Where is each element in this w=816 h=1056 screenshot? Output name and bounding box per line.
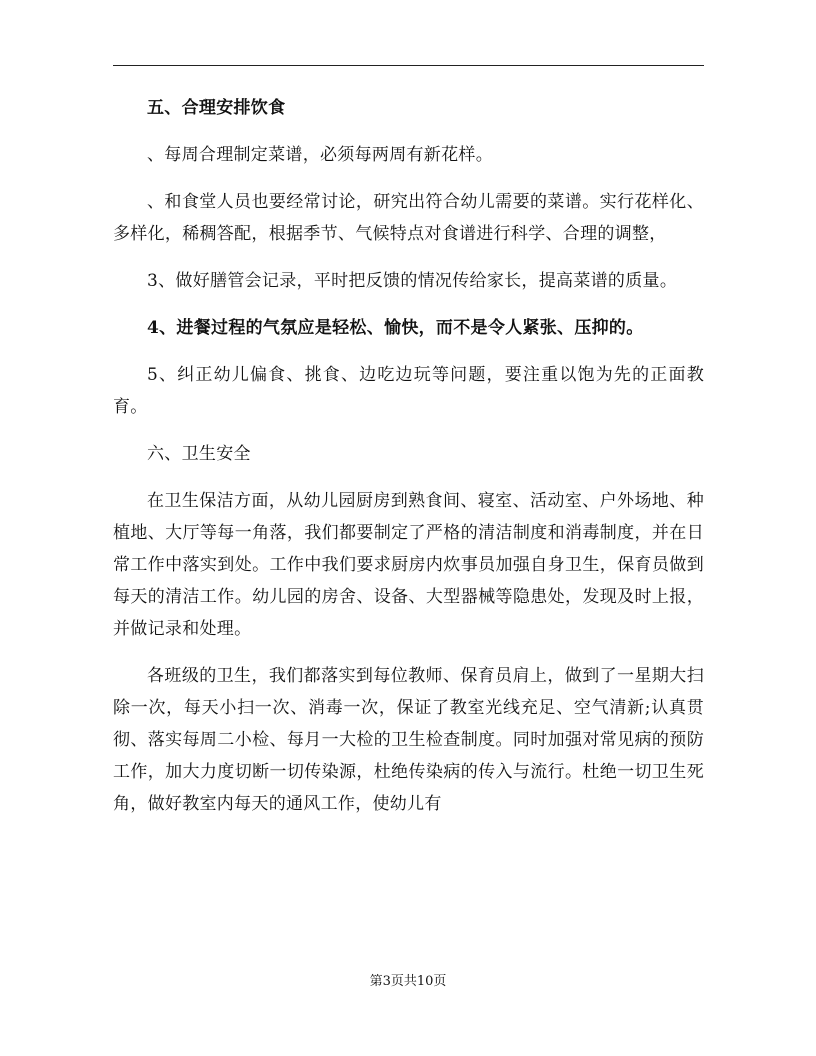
- section-heading-hygiene: 六、卫生安全: [147, 444, 251, 464]
- paragraph-dining-atmosphere: 4、进餐过程的气氛应是轻松、愉快，而不是令人紧张、压抑的。: [147, 318, 644, 338]
- paragraph-cleaning: 在卫生保洁方面，从幼儿园厨房到熟食间、寝室、活动室、户外场地、种植地、大厅等每一角落，我们都要制定了严格的清洁制度和消毒制度，并在日常工作中落实到处。工作中我们要求厨房内炊事员加强自身卫生，保育员做到每天的清洁工作。幼儿园的房舍、设备、大型器械等隐患处，发现及时上报，并做记录和处理。: [113, 491, 704, 639]
- paragraph-menu-weekly: 、每周合理制定菜谱，必须每两周有新花样。: [147, 145, 493, 165]
- page-footer: 第3页共10页: [369, 974, 447, 989]
- paragraph-menu-discussion: 、和食堂人员也要经常讨论，研究出符合幼儿需要的菜谱。实行花样化、多样化，稀稠答配，根据季节、气候特点对食谱进行科学、合理的调整，: [113, 192, 704, 244]
- header-rule: [113, 65, 704, 66]
- paragraph-meal-records: 3、做好膳管会记录，平时把反馈的情况传给家长，提高菜谱的质量。: [147, 271, 678, 291]
- paragraph-picky-eating: 5、纠正幼儿偏食、挑食、边吃边玩等问题，要注重以饱为先的正面教育。: [113, 365, 704, 417]
- document-body: [113, 92, 704, 820]
- section-heading-diet: 五、合理安排饮食: [147, 98, 286, 118]
- paragraph-class-hygiene: 各班级的卫生，我们都落实到每位教师、保育员肩上，做到了一星期大扫除一次，每天小扫一次、消毒一次，保证了教室光线充足、空气清新;认真贯彻、落实每周二小检、每月一大检的卫生检查制度。同时加强对常见病的预防工作，加大力度切断一切传染源，杜绝传染病的传入与流行。杜绝一切卫生死角，做好教室内每天的通风工作，使幼儿有: [113, 666, 704, 814]
